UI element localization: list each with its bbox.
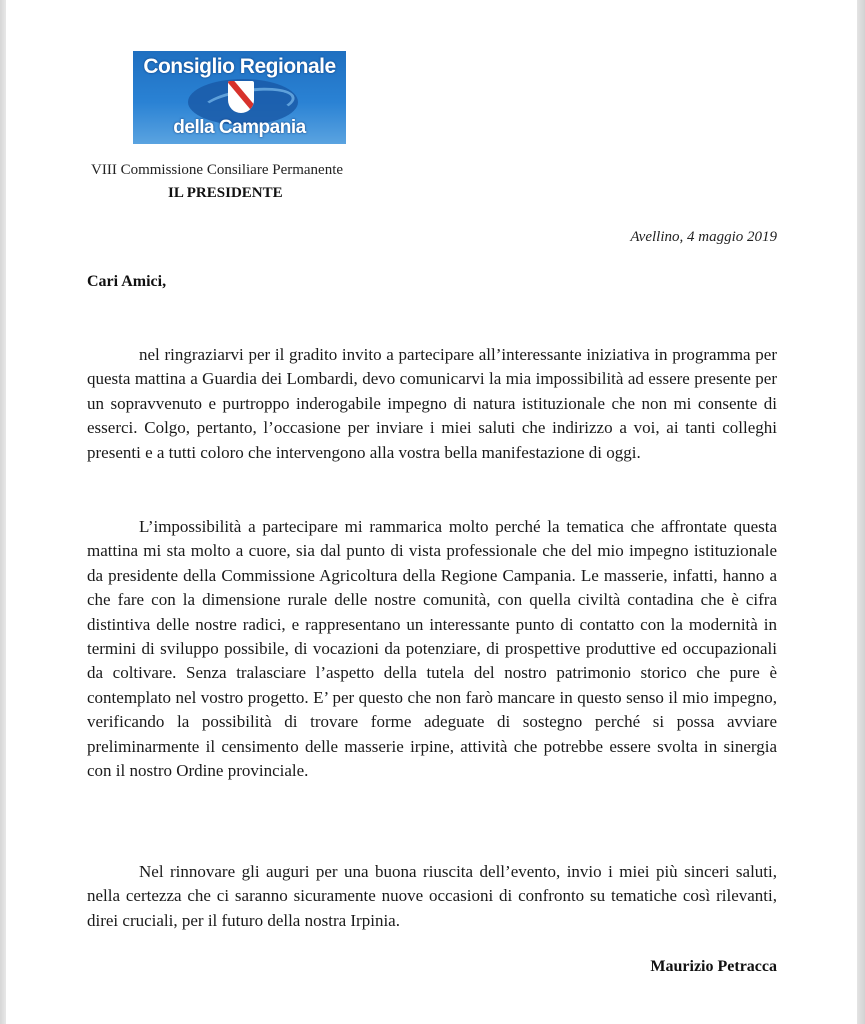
letter-paragraph-3 bbox=[87, 860, 777, 933]
shield-red-band bbox=[228, 81, 254, 113]
page-edge-right bbox=[857, 0, 865, 1024]
logo-text-line2: della Campania bbox=[173, 117, 306, 138]
letter-paragraph-2 bbox=[87, 515, 777, 783]
paragraph-text: Nel rinnovare gli auguri per una buona riuscita dell’evento, invio i miei più sinceri saluti, nella certezza che ci saranno sicuramente nuove occasioni di confronto su tematiche così rilevanti, direi cruciali, per il futuro della nostra Irpinia. bbox=[87, 862, 777, 930]
paragraph-text: nel ringraziarvi per il gradito invito a partecipare all’interessante iniziativa in programma per questa mattina a Guardia dei Lombardi, devo comunicarvi la mia impossibilità ad essere presente per un sopravvenuto e purtroppo inderogabile impegno di natura istituzionale che non mi consente di esserci. Colgo, pertanto, l’occasione per inviare i miei saluti che indirizzo a voi, ai tanti colleghi presenti e a tutti coloro che intervengono alla vostra bella manifestazione di oggi. bbox=[87, 345, 777, 462]
place-and-date: Avellino, 4 maggio 2019 bbox=[630, 229, 777, 245]
consiglio-regionale-logo bbox=[133, 51, 346, 144]
paragraph-text: L’impossibilità a partecipare mi rammarica molto perché la tematica che affrontate questa mattina mi sta molto a cuore, sia dal punto di vista professionale che del mio impegno istituzionale da presidente della Commissione Agricoltura della Regione Campania. Le masserie, infatti, hanno a che fare con la dimensione rurale delle nostre comunità, con quella civiltà contadina che è cifra distintiva delle nostre radici, e rappresentano un interessante punto di contatto con la modernità in termini di sviluppo possibile, di vocazioni da potenziare, di prospettive produttive ed occupazionali da coltivare. Senza tralasciare l’aspetto della tutela del nostro patrimonio storico che pure è contemplato nel vostro progetto. E’ per questo che non farò mancare in questo senso il mio impegno, verificando la possibilità di trovare forme adeguate di sostegno perché si possa avviare preliminarmente il censimento delle masserie irpine, attività che potrebbe essere svolta in sinergia con il nostro Ordine provinciale. bbox=[87, 517, 777, 781]
commission-name: VIII Commissione Consiliare Permanente bbox=[91, 162, 344, 178]
letter-paragraph-1 bbox=[87, 343, 777, 465]
signature: Maurizio Petracca bbox=[650, 958, 777, 975]
page-edge-left bbox=[0, 0, 6, 1024]
salutation: Cari Amici, bbox=[87, 273, 167, 290]
president-title: IL PRESIDENTE bbox=[168, 185, 283, 201]
campania-shield-icon bbox=[228, 81, 254, 113]
logo-text-line1: Consiglio Regionale bbox=[143, 55, 336, 78]
